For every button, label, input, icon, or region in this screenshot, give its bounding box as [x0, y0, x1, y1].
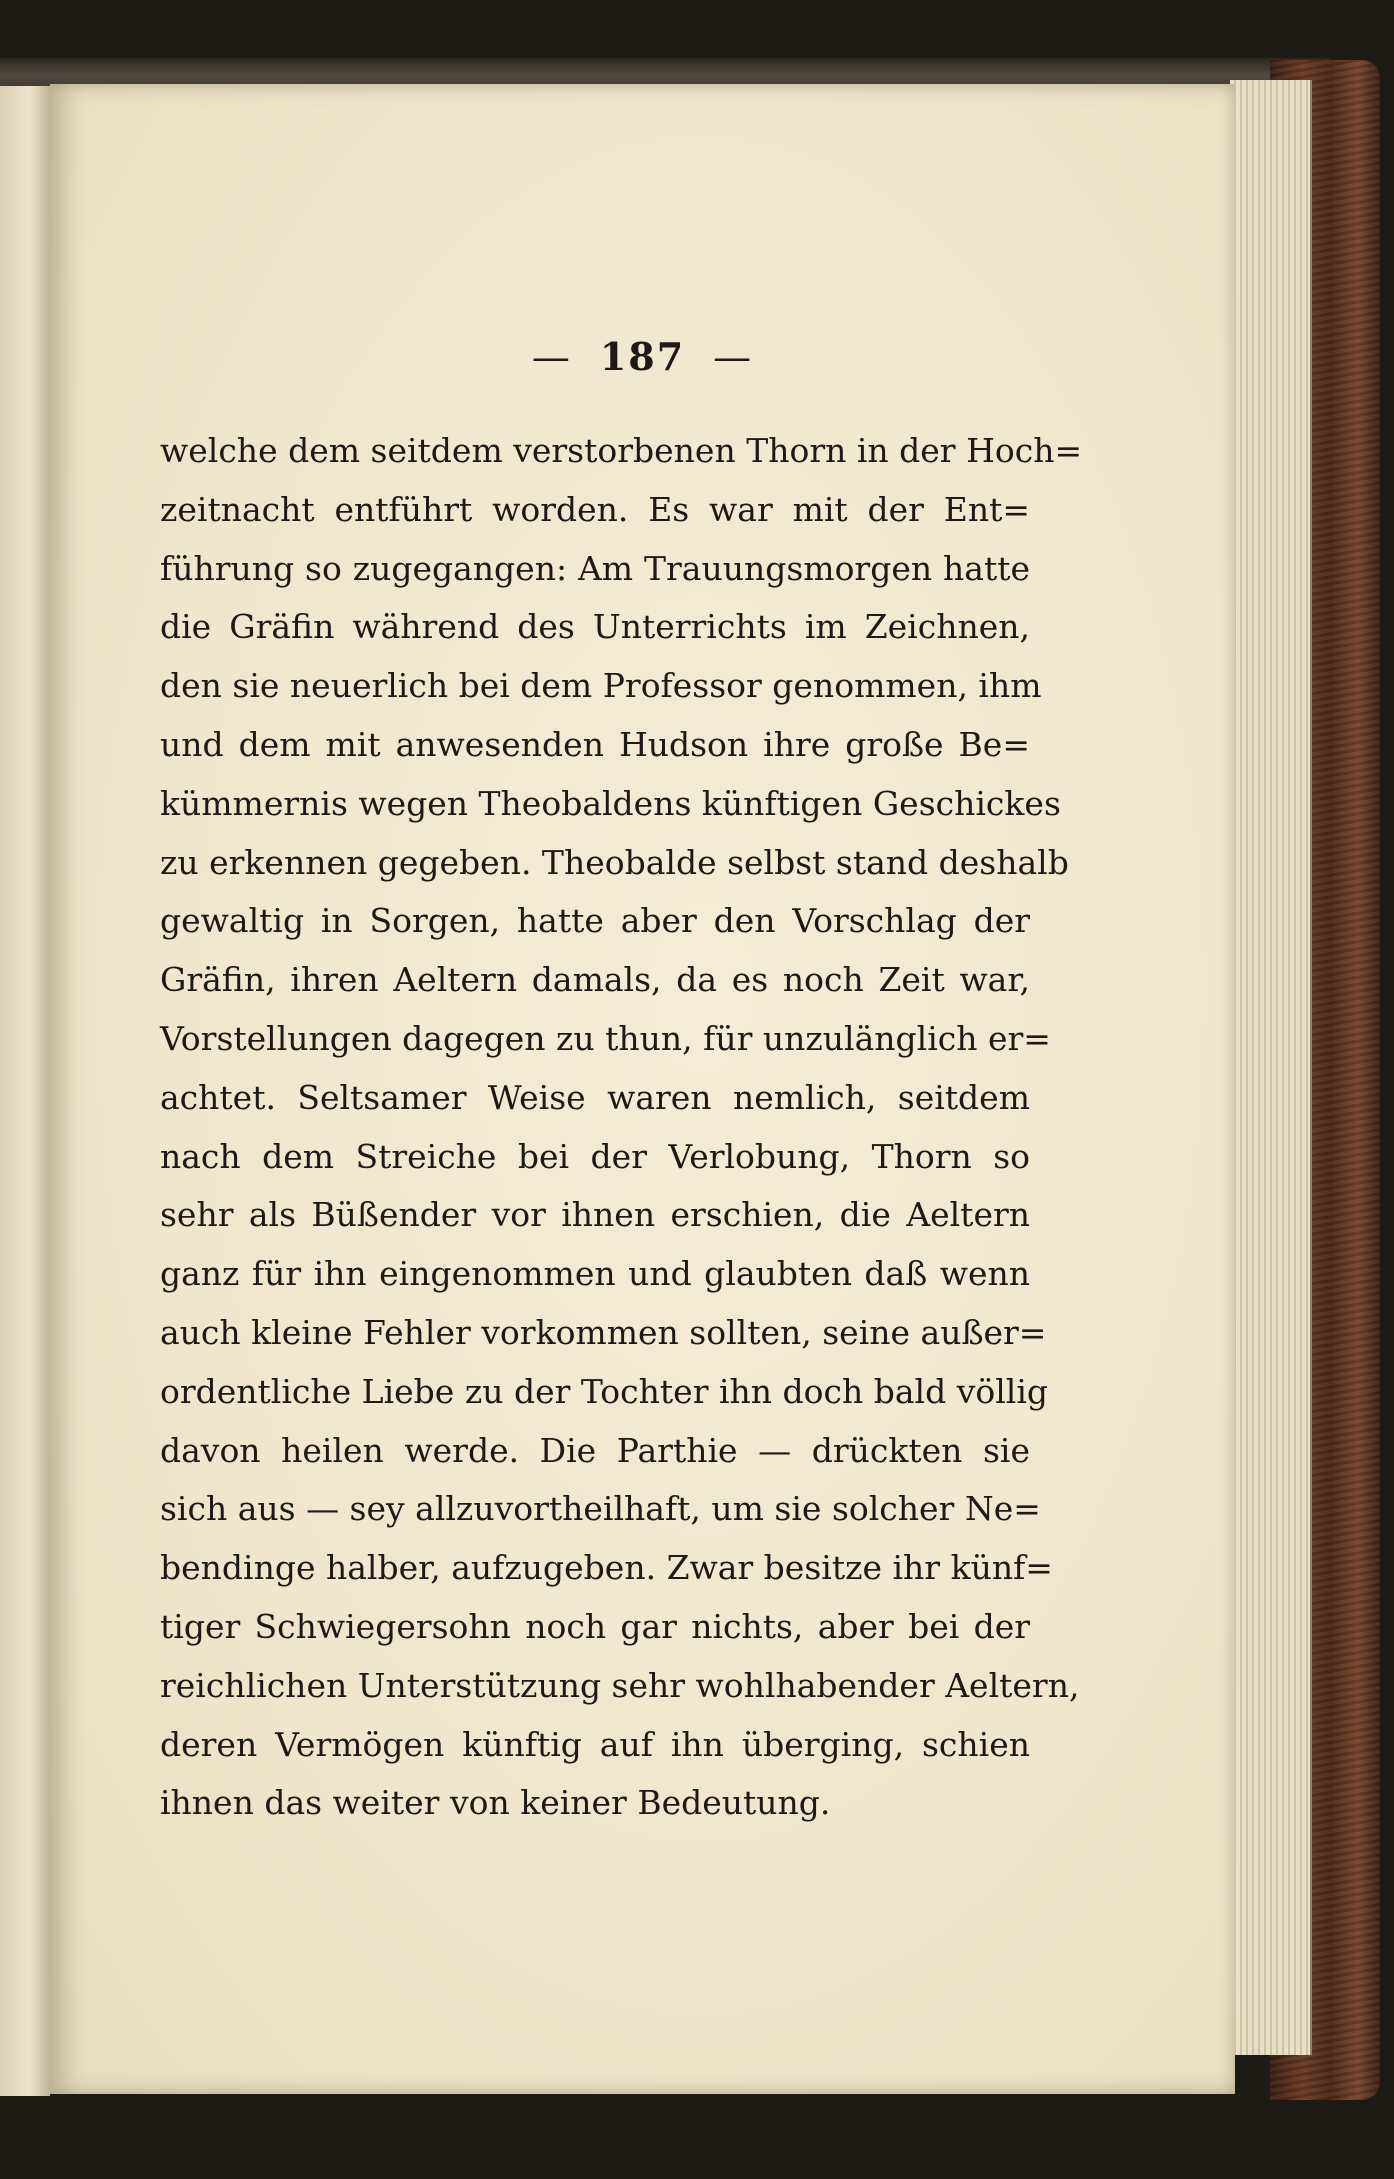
text-line: ganz für ihn eingenommen und glaubten daß wenn	[160, 1254, 1030, 1294]
text-line: ordentliche Liebe zu der Tochter ihn doch bald völlig	[160, 1371, 1049, 1411]
book-page	[50, 84, 1235, 2094]
text-line: nach dem Streiche bei der Verlobung, Thorn so	[160, 1136, 1030, 1176]
text-line: zu erkennen gegeben. Theobalde selbst stand deshalb	[160, 842, 1069, 882]
text-line: den sie neuerlich bei dem Professor genommen, ihm	[160, 666, 1042, 706]
text-line: und dem mit anwesenden Hudson ihre große Be=	[160, 724, 1030, 764]
text-line: ihnen das weiter von keiner Bedeutung.	[160, 1783, 831, 1823]
text-line: davon heilen werde. Die Parthie — drückten sie	[160, 1430, 1030, 1470]
text-line: Vorstellungen dagegen zu thun, für unzulänglich er=	[160, 1018, 1051, 1058]
page-header	[50, 334, 1235, 379]
text-line: deren Vermögen künftig auf ihn überging, schien	[160, 1724, 1030, 1764]
text-line: gewaltig in Sorgen, hatte aber den Vorschlag der	[160, 901, 1030, 941]
text-line: reichlichen Unterstützung sehr wohlhabender Aeltern,	[160, 1665, 1080, 1705]
text-line: sich aus — sey allzuvortheilhaft, um sie solcher Ne=	[160, 1489, 1041, 1529]
text-line: sehr als Büßender vor ihnen erschien, die Aeltern	[160, 1195, 1030, 1235]
page-stack-edges	[1230, 80, 1312, 2055]
text-line: welche dem seitdem verstorbenen Thorn in der Hoch=	[160, 431, 1083, 470]
page-number: 187	[599, 334, 686, 379]
text-line: führung so zugegangen: Am Trauungsmorgen hatte	[160, 548, 1030, 588]
left-page-edge	[0, 86, 50, 2096]
text-line: auch kleine Fehler vorkommen sollten, seine außer=	[160, 1312, 1047, 1352]
text-line: kümmernis wegen Theobaldens künftigen Geschickes	[160, 783, 1061, 823]
header-dash-right: —	[713, 335, 754, 379]
text-line: die Gräfin während des Unterrichts im Zeichnen,	[160, 607, 1030, 647]
text-line: tiger Schwiegersohn noch gar nichts, aber bei der	[160, 1606, 1030, 1646]
header-dash-left: —	[531, 335, 572, 379]
text-line: zeitnacht entführt worden. Es war mit der Ent=	[160, 489, 1030, 529]
text-line: bendinge halber, aufzugeben. Zwar besitze ihr künf=	[160, 1548, 1053, 1588]
text-line: Gräfin, ihren Aeltern damals, da es noch Zeit war,	[160, 960, 1030, 1000]
body-text	[160, 422, 1083, 1833]
text-line: achtet. Seltsamer Weise waren nemlich, seitdem	[160, 1077, 1030, 1117]
